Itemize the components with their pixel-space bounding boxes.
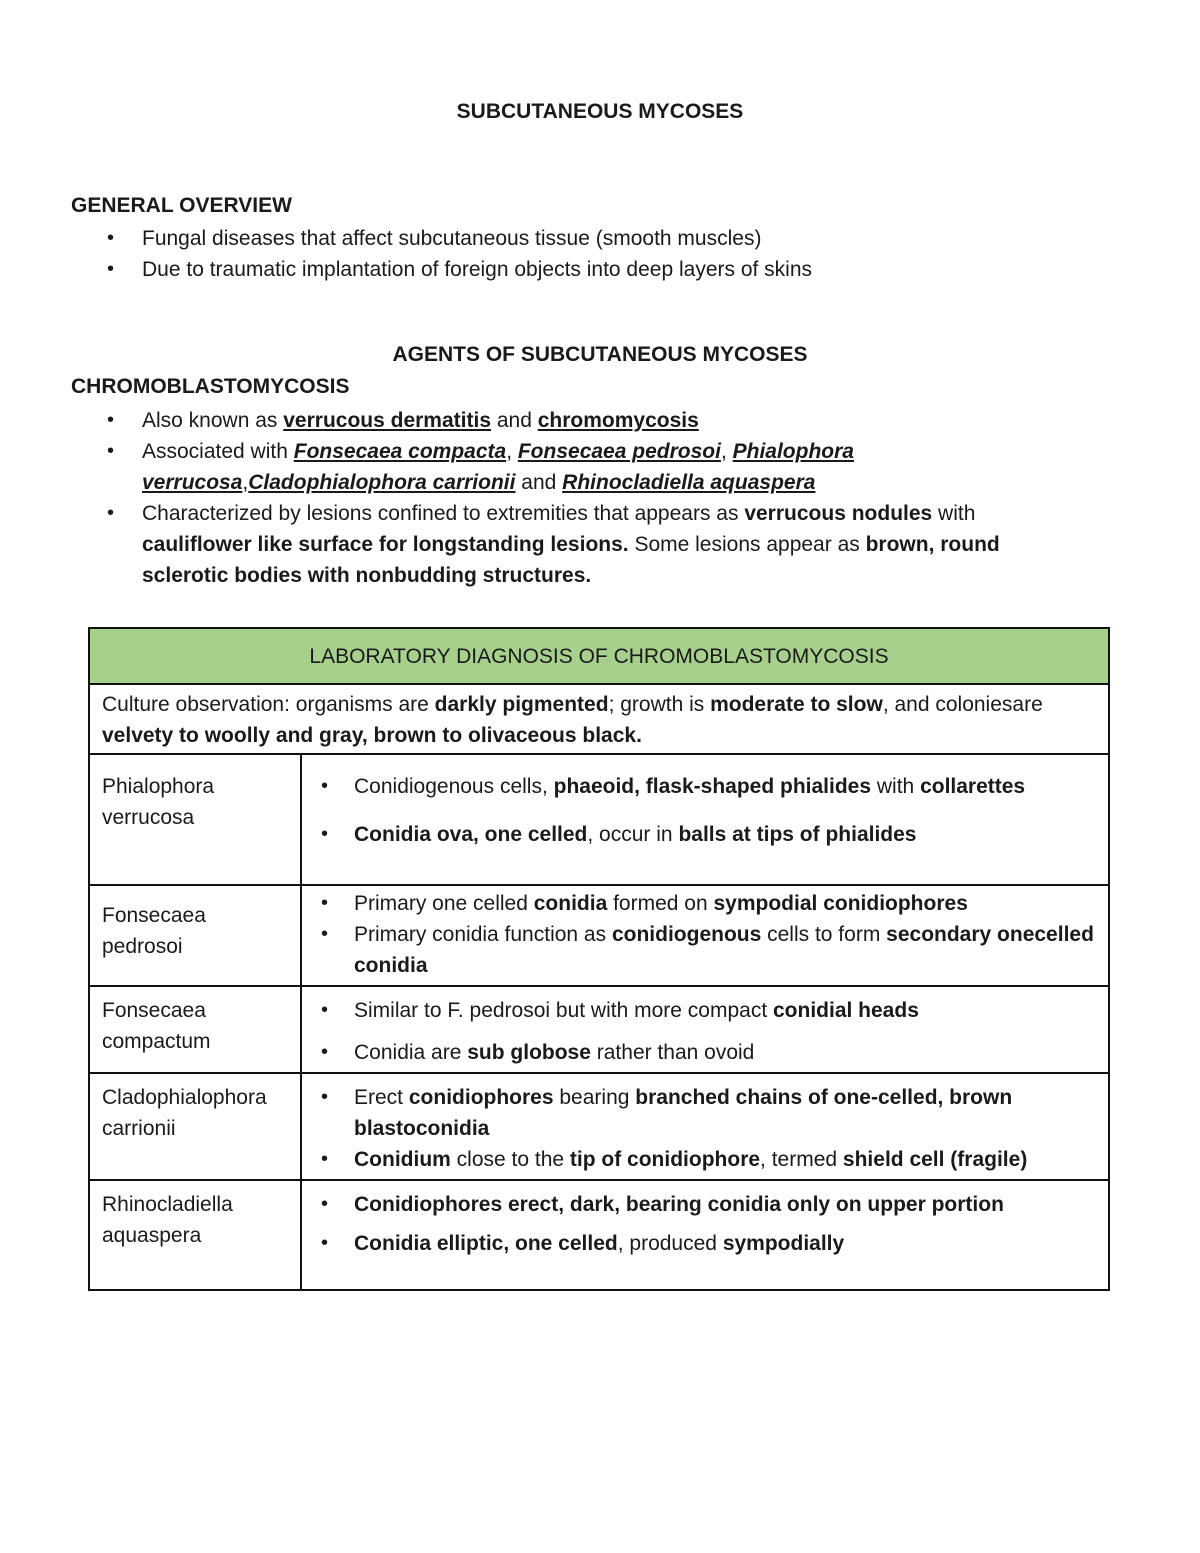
- list-item: • Primary conidia function as conidiogenous cells to form secondary onecelled conidia: [302, 919, 1108, 981]
- species-rhinocladiella-aquaspera: Rhinocladiella aquaspera: [562, 471, 816, 494]
- overview-list: [0, 223, 1022, 285]
- species-cell: Fonsecaea pedrosoi: [89, 885, 301, 986]
- chromo-list: [0, 405, 1022, 591]
- species-cell: Phialophora verrucosa: [89, 754, 301, 885]
- table-row: [89, 885, 1109, 986]
- list-item: • Conidia elliptic, one celled, produced sympodially: [302, 1228, 1108, 1259]
- list-item: • Conidium close to the tip of conidiophore, termed shield cell (fragile): [302, 1144, 1108, 1175]
- list-item: • Similar to F. pedrosoi but with more compact conidial heads: [302, 995, 1108, 1026]
- species-cell: Fonsecaea compactum: [89, 986, 301, 1073]
- table-header: LABORATORY DIAGNOSIS OF CHROMOBLASTOMYCOSIS: [89, 628, 1109, 684]
- description-cell: [301, 754, 1109, 885]
- species-fonsecaea-compacta: Fonsecaea compacta: [293, 440, 507, 463]
- agents-heading: AGENTS OF SUBCUTANEOUS MYCOSES: [392, 343, 808, 366]
- list-item: • Conidiophores erect, dark, bearing conidia only on upper portion: [302, 1189, 1108, 1220]
- species-fonsecaea-pedrosoi: Fonsecaea pedrosoi: [517, 440, 721, 463]
- species-cladophialophora-carrionii: Cladophialophora carrionii: [248, 471, 516, 494]
- list-item: • Due to traumatic implantation of foreign objects into deep layers of skins: [0, 254, 1022, 285]
- species-phialophora-verrucosa: Phialophora verrucosa: [142, 440, 854, 494]
- description-cell: [301, 1073, 1109, 1180]
- list-item: • Also known as verrucous dermatitis and chromomycosis: [0, 405, 1022, 436]
- list-item: • Conidiogenous cells, phaeoid, flask-shaped phialides with collarettes: [302, 771, 1108, 802]
- page-title: SUBCUTANEOUS MYCOSES: [456, 100, 744, 123]
- culture-observation: Culture observation: organisms are darkly pigmented; growth is moderate to slow, and coloniesare velvety to woolly and gray, brown to olivaceous black.: [89, 684, 1109, 754]
- chromoblastomycosis-heading: CHROMOBLASTOMYCOSIS: [71, 375, 350, 398]
- table-row: [89, 1180, 1109, 1290]
- lab-diagnosis-table: [88, 627, 1110, 1291]
- description-cell: [301, 885, 1109, 986]
- table-row: [89, 986, 1109, 1073]
- species-cell: Cladophialophora carrionii: [89, 1073, 301, 1180]
- species-cell: Rhinocladiella aquaspera: [89, 1180, 301, 1290]
- general-overview-heading: GENERAL OVERVIEW: [71, 194, 292, 217]
- list-item: • Conidia ova, one celled, occur in balls at tips of phialides: [302, 819, 1108, 850]
- list-item: • Fungal diseases that affect subcutaneous tissue (smooth muscles): [0, 223, 1022, 254]
- table-row: [89, 754, 1109, 885]
- description-cell: [301, 986, 1109, 1073]
- description-cell: [301, 1180, 1109, 1290]
- list-item: • Primary one celled conidia formed on sympodial conidiophores: [302, 888, 1108, 919]
- list-item: • Characterized by lesions confined to extremities that appears as verrucous nodules with cauliflower like surface for longstanding lesions. Some lesions appear as brown, round sclerotic bodies with nonbudding structures.: [0, 498, 1022, 591]
- list-item: • Associated with Fonsecaea compacta, Fonsecaea pedrosoi, Phialophora verrucosa,Cladophialophora carrionii and Rhinocladiella aquaspera: [0, 436, 1022, 498]
- list-item: • Erect conidiophores bearing branched chains of one-celled, brown blastoconidia: [302, 1082, 1108, 1144]
- list-item: • Conidia are sub globose rather than ovoid: [302, 1037, 1108, 1068]
- table-row: [89, 1073, 1109, 1180]
